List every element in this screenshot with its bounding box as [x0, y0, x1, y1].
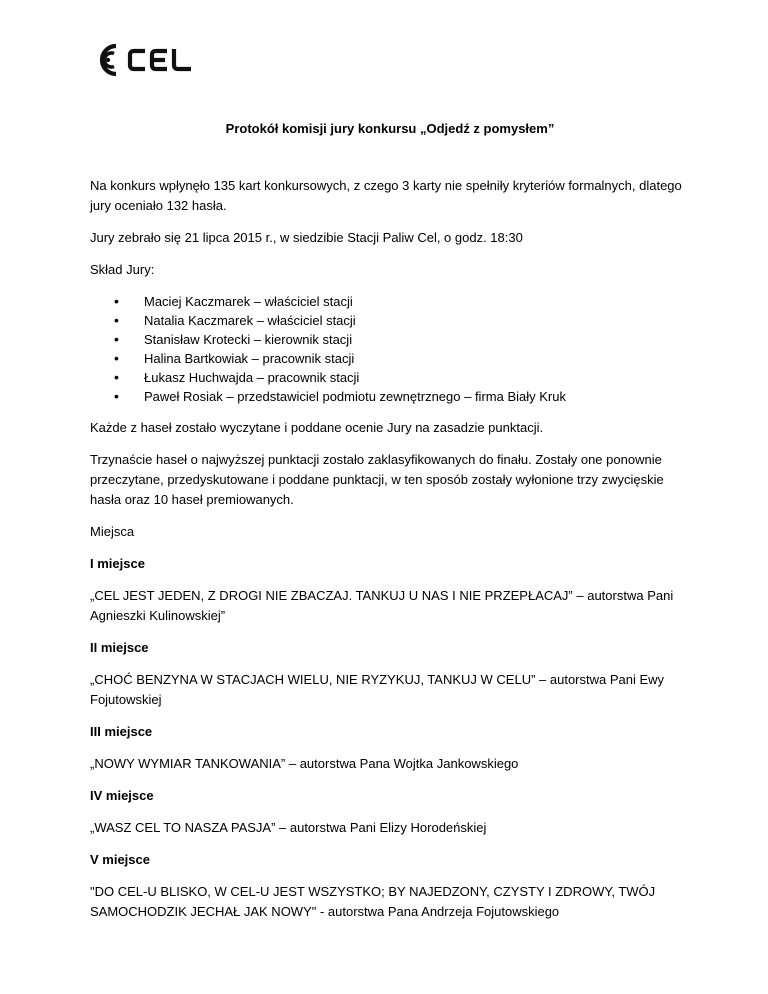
place-text: „WASZ CEL TO NASZA PASJA” – autorstwa Pani Elizy Horodeńskiej	[90, 820, 487, 835]
jury-label: Skład Jury:	[90, 262, 155, 277]
place-heading: I miejsce	[90, 556, 145, 571]
jury-member: • Maciej Kaczmarek – właściciel stacji	[114, 292, 690, 311]
jury-member: • Halina Bartkowiak – pracownik stacji	[114, 349, 690, 368]
cel-logo	[90, 42, 210, 78]
place-heading: V miejsce	[90, 852, 150, 867]
intro-paragraph: Na konkurs wpłynęło 135 kart konkursowych, z czego 3 karty nie spełniły kryteriów formalnych, dlatego jury oceniało 132 hasła.	[90, 178, 682, 213]
jury-member: • Stanisław Krotecki – kierownik stacji	[114, 330, 690, 349]
places-label: Miejsca	[90, 524, 135, 539]
place-text: "DO CEL-U BLISKO, W CEL-U JEST WSZYSTKO; BY NAJEDZONY, CZYSTY I ZDROWY, TWÓJ SAMOCHODZIK JECHAŁ JAK NOWY" - autorstwa Pana Andrzeja Fojutowskiego	[90, 884, 656, 919]
finals-paragraph: Trzynaście haseł o najwyższej punktacji zostało zaklasyfikowanych do finału. Zostały one ponownie przeczytane, przedyskutowane i poddane punktacji, w ten sposób zostały wyłonione trzy zwycięskie hasła oraz 10 haseł premiowanych.	[90, 452, 664, 507]
place-heading: III miejsce	[90, 724, 153, 739]
jury-member: • Natalia Kaczmarek – właściciel stacji	[114, 311, 690, 330]
place-text: „NOWY WYMIAR TANKOWANIA” – autorstwa Pana Wojtka Jankowskiego	[90, 756, 519, 771]
place-text: „CHOĆ BENZYNA W STACJACH WIELU, NIE RYZYKUJ, TANKUJ W CELU” – autorstwa Pani Ewy Fojutowskiej	[90, 672, 665, 707]
document-body	[90, 121, 690, 934]
place-text: „CEL JEST JEDEN, Z DROGI NIE ZBACZAJ. TANKUJ U NAS I NIE PRZEPŁACAJ” – autorstwa Pani Agnieszki Kulinowskiej”	[90, 588, 674, 623]
place-heading: IV miejsce	[90, 788, 154, 803]
meeting-paragraph: Jury zebrało się 21 lipca 2015 r., w siedzibie Stacji Paliw Cel, o godz. 18:30	[90, 230, 523, 245]
jury-list	[90, 292, 690, 406]
evaluation-paragraph: Każde z haseł zostało wyczytane i poddane ocenie Jury na zasadzie punktacji.	[90, 420, 544, 435]
document-title: Protokół komisji jury konkursu „Odjedź z pomysłem”	[225, 121, 555, 136]
place-heading: II miejsce	[90, 640, 149, 655]
jury-member: • Łukasz Huchwajda – pracownik stacji	[114, 368, 690, 387]
jury-member: • Paweł Rosiak – przedstawiciel podmiotu zewnętrznego – firma Biały Kruk	[114, 387, 690, 406]
